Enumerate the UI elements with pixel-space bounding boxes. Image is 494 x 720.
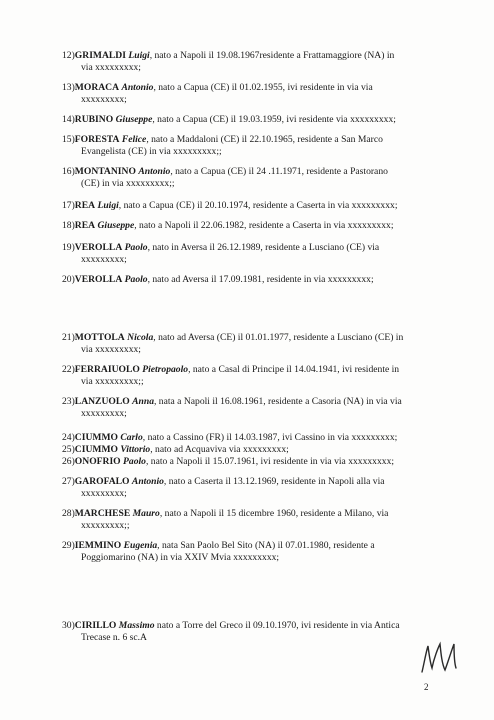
entry-given-name: Anna [132,396,154,407]
entry-details: , nato a Cassino (FR) il 14.03.1987, ivi Cassino in via xxxxxxxxx; [142,432,398,443]
entry-surname: REA [74,220,96,231]
entry-number: 20) [62,274,75,285]
entry-details: , nato a Capua (CE) il 20.10.1974, residente a Caserta in via xxxxxxxxx; [118,200,398,211]
entry-surname: VEROLLA [74,242,123,253]
entry-details-continued: Evangelista (CE) in via xxxxxxxxx;; [81,146,222,158]
list-item [62,476,434,501]
entry-given-name: Nicola [127,332,154,343]
entry-details: , nato a Maddaloni (CE) il 22.10.1965, residente a San Marco [146,134,383,145]
entry-details-continued: Poggiomarino (NA) in via XXIV Mvia xxxxxxxxx; [81,552,280,564]
entry-surname: CIUMMO [74,444,118,455]
list-item [62,274,434,286]
entry-details-continued: xxxxxxxxx; [81,254,127,266]
entry-number: 29) [62,540,75,551]
entry-details: , nato a Napoli il 15 dicembre 1960, residente a Milano, via [159,508,389,519]
entry-number: 26) [62,456,75,467]
entry-given-name: Felice [121,134,147,145]
entry-details: , nata San Paolo Bel Sito (NA) il 07.01.1980, residente a [157,540,375,551]
entry-details: , nato ad Aversa (CE) il 01.01.1977, residente a Lusciano (CE) in [153,332,404,343]
entry-number: 18) [62,220,75,231]
entry-surname: CIRILLO [74,620,117,631]
entry-surname: CIUMMO [74,432,118,443]
entry-surname: IEMMINO [74,540,122,551]
entry-number: 15) [62,134,75,145]
entry-number: 24) [62,432,75,443]
entry-number: 12) [62,50,75,61]
list-item [62,82,434,107]
list-item [62,364,434,389]
entry-number: 13) [62,82,75,93]
entry-surname: MARCHESE [74,508,131,519]
entry-details: , nato ad Acquaviva via xxxxxxxxx; [150,444,289,455]
entry-given-name: Paolo [124,274,148,285]
entry-given-name: Antonio [138,166,171,177]
list-item [62,200,434,212]
entry-details-continued: via xxxxxxxxx;; [81,376,144,388]
list-item [62,620,434,645]
entry-details: , nata a Napoli il 16.08.1961, residente a Casoria (NA) in via via [154,396,402,407]
entry-details: , nato in Aversa il 26.12.1989, residente a Lusciano (CE) via [147,242,380,253]
entry-given-name: Antonio [131,476,164,487]
entry-given-name: Giuseppe [97,220,135,231]
entry-number: 27) [62,476,75,487]
entry-surname: GRIMALDI [74,50,126,61]
entry-details: , nato a Capua (CE) il 19.03.1959, ivi residente via xxxxxxxxx; [152,114,396,125]
entry-given-name: Vittorio [120,444,151,455]
entry-given-name: Pietropaolo [142,364,189,375]
entry-surname: VEROLLA [74,274,123,285]
list-item [62,50,434,75]
entry-given-name: Giuseppe [115,114,153,125]
entry-given-name: Mauro [132,508,160,519]
page-number: 2 [424,682,429,692]
entry-details: , nato a Napoli il 22.06.1982, residente a Caserta in via xxxxxxxxx; [134,220,394,231]
entry-given-name: Paolo [124,242,148,253]
entry-details: , nato a Capua (CE) il 01.02.1955, ivi residente in via via [153,82,373,93]
entry-surname: MORACA [74,82,120,93]
entry-number: 21) [62,332,75,343]
list-item [62,332,434,357]
entry-number: 22) [62,364,75,375]
entry-surname: MONTANINO [74,166,136,177]
list-item [62,432,434,444]
entry-details-continued: xxxxxxxxx;; [81,520,130,532]
entry-surname: REA [74,200,96,211]
entry-number: 19) [62,242,75,253]
entry-number: 17) [62,200,75,211]
list-item [62,540,434,565]
entry-surname: GAROFALO [74,476,130,487]
entry-details: , nato a Casal di Principe il 14.04.1941, ivi residente in [188,364,400,375]
entry-number: 16) [62,166,75,177]
entry-details: nato a Torre del Greco il 09.10.1970, ivi residente in via Antica [154,620,400,631]
entry-details-continued: via xxxxxxxxx; [81,344,141,356]
entry-surname: ONOFRIO [74,456,121,467]
entry-details-continued: xxxxxxxxx; [81,488,127,500]
list-item [62,220,434,232]
entry-details: , nato a Napoli il 19.08.1967residente a Frattamaggiore (NA) in [149,50,395,61]
list-item [62,444,434,456]
list-item [62,456,434,468]
entry-given-name: Carlo [120,432,143,443]
entry-details-continued: via xxxxxxxxx; [81,62,141,74]
entry-given-name: Paolo [123,456,146,467]
list-item [62,242,434,267]
entry-given-name: Antonio [121,82,154,93]
entry-given-name: Massimo [118,620,155,631]
list-item [62,166,434,191]
entry-details-continued: xxxxxxxxx; [81,408,127,420]
entry-surname: FORESTA [74,134,120,145]
entry-surname: FERRAIUOLO [74,364,140,375]
signature-mark [418,638,462,678]
entry-details-continued: Trecase n. 6 sc.A [81,632,147,644]
list-item [62,396,434,421]
entry-details: , nato ad Aversa il 17.09.1981, residente in via xxxxxxxxx; [147,274,374,285]
entry-number: 23) [62,396,75,407]
entry-given-name: Luigi [128,50,150,61]
entry-number: 30) [62,620,75,631]
entry-number: 14) [62,114,75,125]
list-item [62,114,434,126]
entry-number: 28) [62,508,75,519]
entry-surname: LANZUOLO [74,396,130,407]
entry-details: , nato a Caserta il 13.12.1969, residente in Napoli alla via [163,476,385,487]
entry-number: 25) [62,444,75,455]
entry-details: , nato a Napoli il 15.07.1961, ivi residente in via via xxxxxxxxx; [145,456,395,467]
entry-surname: RUBINO [74,114,114,125]
entry-details: , nato a Capua (CE) il 24 .11.1971, residente a Pastorano [170,166,388,177]
entry-details-continued: xxxxxxxxx; [81,94,127,106]
list-item [62,508,434,533]
entry-given-name: Eugenia [123,540,158,551]
entry-surname: MOTTOLA [74,332,125,343]
list-item [62,134,434,159]
entry-details-continued: (CE) in via xxxxxxxxx;; [81,178,175,190]
entry-given-name: Luigi [97,200,119,211]
